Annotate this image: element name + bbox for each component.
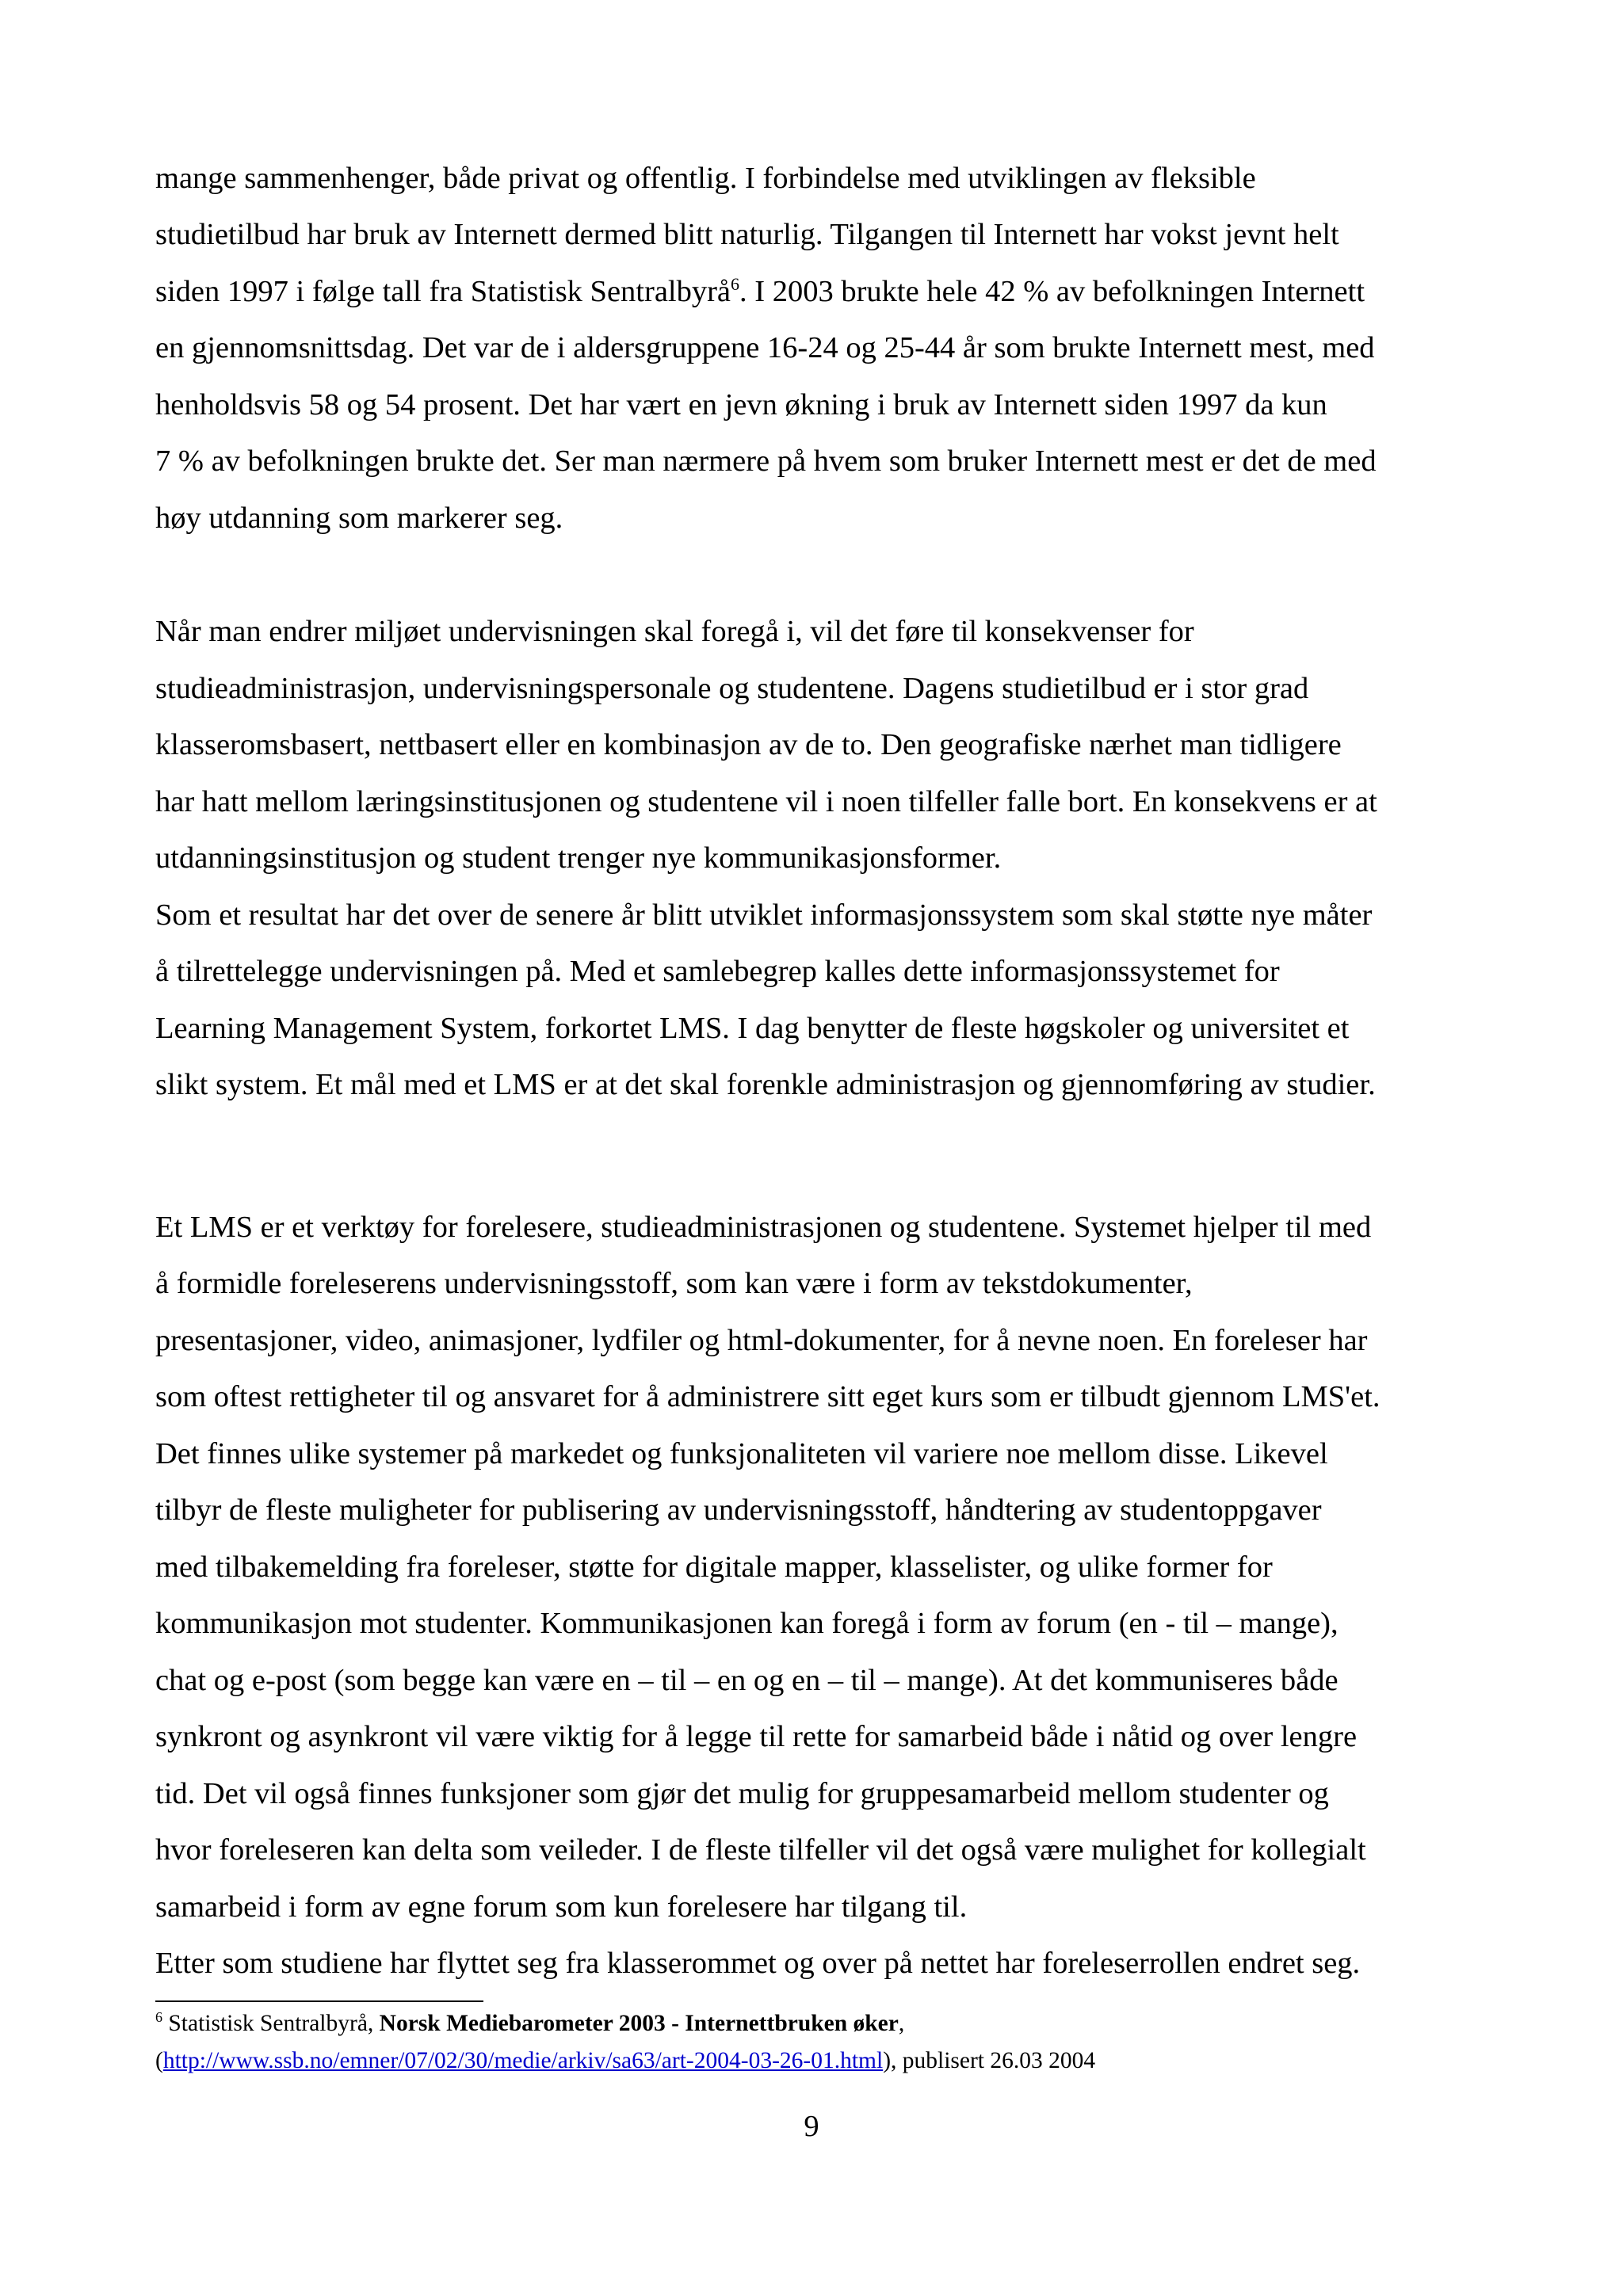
text-line: kommunikasjon mot studenter. Kommunikasjonen kan foregå i form av forum (en - til – mange), (155, 1607, 1338, 1640)
text-line: en gjennomsnittsdag. Det var de i aldersgruppene 16-24 og 25-44 år som brukte Internett mest, med (155, 331, 1375, 364)
footnote-source: Statistisk Sentralbyrå, (162, 2011, 380, 2036)
text-line: synkront og asynkront vil være viktig for å legge til rette for samarbeid både i nåtid og over lengre (155, 1720, 1358, 1753)
page-number: 9 (804, 2110, 819, 2143)
text-line: chat og e-post (som begge kan være en – til – en og en – til – mange). At det kommuniseres både (155, 1664, 1338, 1697)
footnote-title: Norsk Mediebarometer 2003 - Internettbruken øker (379, 2011, 899, 2036)
text-line: Et LMS er et verktøy for forelesere, studieadministrasjonen og studentene. Systemet hjelper til med (155, 1211, 1372, 1244)
text-line: Som et resultat har det over de senere år blitt utviklet informasjonssystem som skal støtte nye måter (155, 898, 1373, 932)
text-line: hvor foreleseren kan delta som veileder. I de fleste tilfeller vil det også være mulighet for kollegialt (155, 1833, 1366, 1867)
text-line: 7 % av befolkningen brukte det. Ser man nærmere på hvem som bruker Internett mest er det de med (155, 444, 1377, 478)
footnote-reference: 6 (731, 274, 740, 295)
footnote-open-paren: ( (155, 2048, 163, 2073)
text-segment: siden 1997 i følge tall fra Statistisk Sentralbyrå (155, 275, 731, 308)
text-segment: . I 2003 brukte hele 42 % av befolkningen Internett (739, 275, 1365, 308)
text-line: mange sammenhenger, både privat og offentlig. I forbindelse med utviklingen av fleksible (155, 162, 1256, 195)
text-line: tid. Det vil også finnes funksjoner som gjør det mulig for gruppesamarbeid mellom studenter og (155, 1777, 1329, 1810)
footnote-number: 6 (155, 2009, 162, 2026)
text-line: utdanningsinstitusjon og student trenger nye kommunikasjonsformer. (155, 841, 1002, 875)
text-line: Etter som studiene har flyttet seg fra klasserommet og over på nettet har foreleserrollen endret seg. (155, 1947, 1361, 1980)
text-line: høy utdanning som markerer seg. (155, 502, 563, 535)
text-line: Learning Management System, forkortet LMS. I dag benytter de fleste høgskoler og universitet et (155, 1012, 1350, 1045)
footnote-line (155, 2009, 905, 2036)
text-line: presentasjoner, video, animasjoner, lydfiler og html-dokumenter, for å nevne noen. En foreleser har (155, 1324, 1368, 1357)
text-line: henholdsvis 58 og 54 prosent. Det har vært en jevn økning i bruk av Internett siden 1997 da kun (155, 388, 1327, 421)
text-line: som oftest rettigheter til og ansvaret for å administrere sitt eget kurs som er tilbudt gjennom LMS'et. (155, 1380, 1381, 1413)
text-line: klasseromsbasert, nettbasert eller en kombinasjon av de to. Den geografiske nærhet man tidligere (155, 728, 1342, 761)
text-line: å tilrettelegge undervisningen på. Med et samlebegrep kalles dette informasjonssystemet for (155, 955, 1280, 988)
footnote-line (155, 2050, 1095, 2073)
text-line: å formidle foreleserens undervisningsstoff, som kan være i form av tekstdokumenter, (155, 1267, 1193, 1300)
text-line: Det finnes ulike systemer på markedet og funksjonaliteten vil variere noe mellom disse. Likevel (155, 1437, 1328, 1470)
text-line: har hatt mellom læringsinstitusjonen og studentene vil i noen tilfeller falle bort. En konsekvens er at (155, 785, 1377, 818)
footnote-separator (155, 2000, 483, 2002)
text-line (155, 274, 1365, 308)
text-line: studietilbud har bruk av Internett dermed blitt naturlig. Tilgangen til Internett har vokst jevnt helt (155, 218, 1339, 251)
text-line: med tilbakemelding fra foreleser, støtte for digitale mapper, klasselister, og ulike former for (155, 1550, 1273, 1584)
footnote-published: ), publisert 26.03 2004 (883, 2048, 1096, 2073)
text-line: Når man endrer miljøet undervisningen skal foregå i, vil det føre til konsekvenser for (155, 615, 1194, 648)
text-line: slikt system. Et mål med et LMS er at det skal forenkle administrasjon og gjennomføring av studier. (155, 1068, 1376, 1101)
text-line: samarbeid i form av egne forum som kun forelesere har tilgang til. (155, 1890, 968, 1924)
text-line: tilbyr de fleste muligheter for publisering av undervisningsstoff, håndtering av studentoppgaver (155, 1493, 1322, 1527)
text-line: studieadministrasjon, undervisningspersonale og studentene. Dagens studietilbud er i stor grad (155, 672, 1309, 705)
footnote-title-suffix: , (898, 2011, 905, 2036)
footnote-link[interactable]: http://www.ssb.no/emner/07/02/30/medie/arkiv/sa63/art-2004-03-26-01.html (162, 2048, 884, 2073)
